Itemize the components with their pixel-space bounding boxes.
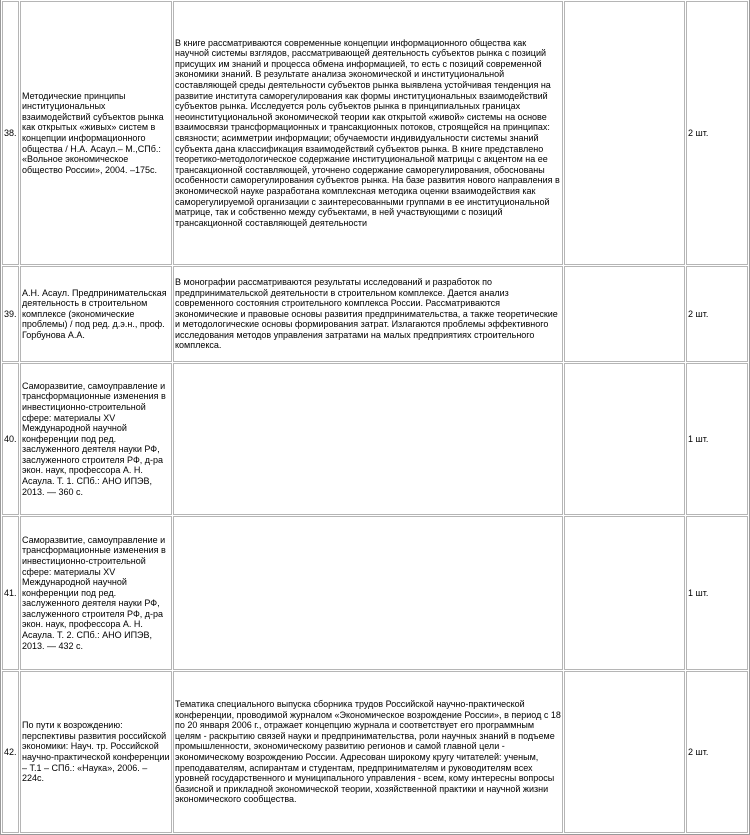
row-number: 39. bbox=[2, 266, 19, 362]
table-row bbox=[2, 266, 748, 362]
book-description bbox=[173, 516, 563, 670]
copy-count: 1 шт. bbox=[686, 516, 748, 670]
book-title: А.Н. Асаул. Предпринимательская деятельность в строительном комплексе (экономические проблемы) / под ред. д.э.н., проф. Горбунова А.А. bbox=[20, 266, 172, 362]
row-number: 38. bbox=[2, 1, 19, 265]
row-number: 42. bbox=[2, 671, 19, 833]
book-description: Тематика специального выпуска сборника трудов Российской научно-практической конференции, проводимой журналом «Экономическое возрождение России», в период с 18 по 20 января 2006 г., отражает концепцию журнала и соответствует его программным целям - раскрытию связей науки и предпринимательства, роли научных знаний в подъеме промышленности, экономическому развитию регионов и самой главной цели - экономическому возрождению России. Адресован широкому кругу читателей: ученым, преподавателям, аспирантам и студентам, предпринимателям и руководителям всех уровней государственного и муниципального управления - всем, кому интересны вопросы базисной и прикладной экономической теории, хозяйственной практики и научной жизни экономического сообщества. bbox=[173, 671, 563, 833]
empty-cell bbox=[564, 266, 685, 362]
book-title: Методические принципы институциональных взаимодействий субъектов рынка как открытых «живых» систем в концепции информационного общества / Н.А. Асаул.– М.,СПб.: «Вольное экономическое общество России», 2004. –175с. bbox=[20, 1, 172, 265]
table-row bbox=[2, 516, 748, 670]
copy-count: 2 шт. bbox=[686, 671, 748, 833]
row-number: 41. bbox=[2, 516, 19, 670]
empty-cell bbox=[564, 1, 685, 265]
copy-count: 2 шт. bbox=[686, 266, 748, 362]
copy-count: 2 шт. bbox=[686, 1, 748, 265]
table-row bbox=[2, 363, 748, 515]
table-row bbox=[2, 1, 748, 265]
table-row bbox=[2, 671, 748, 833]
empty-cell bbox=[564, 671, 685, 833]
row-number: 40. bbox=[2, 363, 19, 515]
copy-count: 1 шт. bbox=[686, 363, 748, 515]
book-title: Саморазвитие, самоуправление и трансформационные изменения в инвестиционно-строительной сфере: материалы XV Международной научной конференции под ред. заслуженного деятеля науки РФ, заслуженного строителя РФ, д-ра экон. наук, профессора А. Н. Асаула. Т. 2. СПб.: АНО ИПЭВ, 2013. — 432 с. bbox=[20, 516, 172, 670]
book-title: По пути к возрождению: перспективы развития российской экономики: Науч. тр. Российской научно-практической конференции – Т.1 – СПб.: «Наука», 2006. – 224с. bbox=[20, 671, 172, 833]
empty-cell bbox=[564, 363, 685, 515]
book-description: В книге рассматриваются современные концепции информационного общества как научной системы взглядов, рассматривающей деятельность субъектов рынка с позиций присущих им знаний и процесса обмена информацией, то есть с позиций современной экономики знаний. В результате анализа экономической и институциональной составляющей среды деятельности субъектов рынка выявлена устойчивая тенденция на развитие института саморегулирования как формы институциональных взаимодействий субъектов рынка. Исследуется роль субъектов рынка в принципиальных границах неоинституциональной экономической теории как открытой «живой» системы на основе взаимосвязи трансформационных и трансакционных потоков, строящейся на принципах: связности; асимметрии информации; обучаемости индивидуальности системы знаний субъекта дана классификация взаимодействий субъектов рынка. В книге представлено теоретико-методологическое содержание институциональной матрицы с акцентом на ее трансакционной составляющей, уточнено содержание саморегулирования, обоснованы особенности саморегулирования субъектов рынка. На базе развития нового направления в экономической науке разработана комплексная методика оценки взаимодействия как саморегулируемой организации с заинтересованными группами в ее институциональной матрице, так и собственно между субъектами, в ней участвующими с позиций трансакционной составляющей деятельности bbox=[173, 1, 563, 265]
book-description bbox=[173, 363, 563, 515]
empty-cell bbox=[564, 516, 685, 670]
book-title: Саморазвитие, самоуправление и трансформационные изменения в инвестиционно-строительной сфере: материалы XV Международной научной конференции под ред. заслуженного деятеля науки РФ, заслуженного строителя РФ, д-ра экон. наук, профессора А. Н. Асаула. Т. 1. СПб.: АНО ИПЭВ, 2013. — 360 с. bbox=[20, 363, 172, 515]
book-description: В монографии рассматриваются результаты исследований и разработок по предпринимательской деятельности в строительном комплексе. Дается анализ современного состояния строительного комплекса России. Рассматриваются экономические и правовые основы развития предпринимательства, а также теоретические и методологические основы формирования затрат. Излагаются проблемы эффективного исследования методов управления затратами на малых предприятиях строительного комплекса. bbox=[173, 266, 563, 362]
